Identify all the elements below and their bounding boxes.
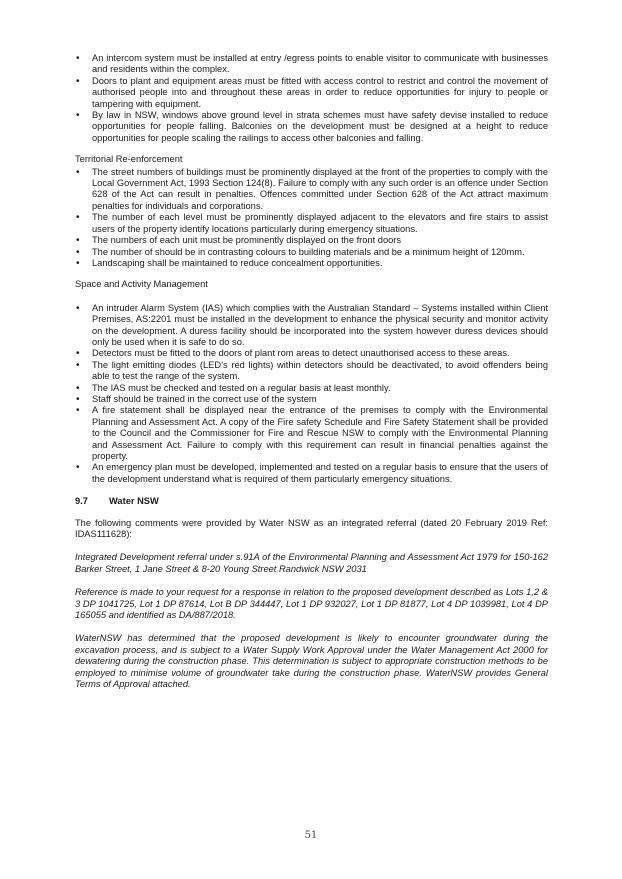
bullet-item: • Detectors must be fitted to the doors of plant rom areas to detect unauthorised access to these areas.	[75, 348, 548, 359]
section-heading	[75, 496, 548, 507]
page-content	[75, 53, 548, 703]
bullet-item: • By law in NSW, windows above ground level in strata schemes must have safety devise installed to reduce opportunities for people falling. Balconies on the development must be designed at a height to reduce opportunities for people scaling the railings to access other balconies and falling.	[75, 110, 548, 144]
section-number: 9.7	[75, 496, 88, 507]
italic-paragraph: Reference is made to your request for a response in relation to the proposed development described as Lots 1,2 & 3 DP 1041725, Lot 1 DP 87614, Lot B DP 344447, Lot 1 DP 932027, Lot 1 DP 81877, Lot 4 DP 1039981, Lot 4 DP 165055 and identified as DA/887/2018.	[75, 587, 548, 621]
bullet-item: • The street numbers of buildings must be prominently displayed at the front of the properties to comply with the Local Government Act, 1993 Section 124(8). Failure to comply with any such order is an offence under Section 628 of the Act can result in penalties. Offences committed under Section 628 of the Act attract maximum penalties for individuals and corporations.	[75, 167, 548, 213]
territorial-heading: Territorial Re-enforcement	[75, 154, 183, 165]
bullet-item: • A fire statement shall be displayed near the entrance of the premises to comply with the Environmental Planning and Assessment Act. A copy of the Fire safety Schedule and Fire Safety Statement shall be provided to the Council and the Commissioner for Fire and Rescue NSW to comply with the Environmental Planning and Assessment Act. Failure to comply with this requirement can result in financial penalties against the property.	[75, 405, 548, 462]
page-number: 51	[304, 830, 318, 841]
bullet-item: • The IAS must be checked and tested on a regular basis at least monthly.	[75, 383, 548, 394]
section-title: Water NSW	[109, 496, 159, 507]
intro-bullet-list	[75, 53, 548, 144]
space-activity-heading: Space and Activity Management	[75, 279, 208, 290]
bullet-item: • The numbers of each unit must be prominently displayed on the front doors	[75, 235, 548, 246]
italic-paragraph: WaterNSW has determined that the proposed development is likely to encounter groundwater during the excavation process, and is subject to a Water Supply Work Approval under the Water Management Act 2000 for dewatering during the construction phase. This determination is subject to appropriate construction methods to be employed to minimise volume of groundwater take during the construction phase. WaterNSW provides General Terms of Approval attached.	[75, 633, 548, 690]
bullet-item: • An emergency plan must be developed, implemented and tested on a regular basis to ensure that the users of the development understand what is required of them particularly emergency situations.	[75, 462, 548, 485]
bullet-item: • The light emitting diodes (LED’s red lights) within detectors should be deactivated, to avoid offenders being able to test the range of the system.	[75, 360, 548, 383]
bullet-item: • An intruder Alarm System (IAS) which complies with the Australian Standard – Systems installed within Client Premises, AS:2201 must be installed in the development to enhance the physical security and monitor activity on the development. A duress facility should be incorporated into the system however duress devices should only be used when it is safe to do so.	[75, 303, 548, 349]
bullet-item: • The number of should be in contrasting colours to building materials and be a minimum height of 120mm.	[75, 247, 548, 258]
space-activity-bullet-list	[75, 303, 548, 486]
territorial-bullet-list	[75, 167, 548, 270]
bullet-item: • Doors to plant and equipment areas must be fitted with access control to restrict and control the movement of authorised people into and throughout these areas in order to reduce opportunities for injury to people or tampering with equipment.	[75, 76, 548, 110]
bullet-item: • Staff should be trained in the correct use of the system	[75, 394, 548, 405]
italic-paragraph: Integrated Development referral under s.91A of the Environmental Planning and Assessment Act 1979 for 150-162 Barker Street, 1 Jane Street & 8-20 Young Street Randwick NSW 2031	[75, 552, 548, 574]
bullet-item: • Landscaping shall be maintained to reduce concealment opportunities.	[75, 258, 548, 269]
section-intro-paragraph: The following comments were provided by Water NSW as an integrated referral (dated 20 February 2019 Ref: IDAS111628):	[75, 517, 548, 540]
bullet-item: • An intercom system must be installed at entry /egress points to enable visitor to communicate with businesses and residents within the complex.	[75, 53, 548, 76]
bullet-item: • The number of each level must be prominently displayed adjacent to the elevators and fire stairs to assist users of the property identify locations particularly during emergency situations.	[75, 212, 548, 235]
